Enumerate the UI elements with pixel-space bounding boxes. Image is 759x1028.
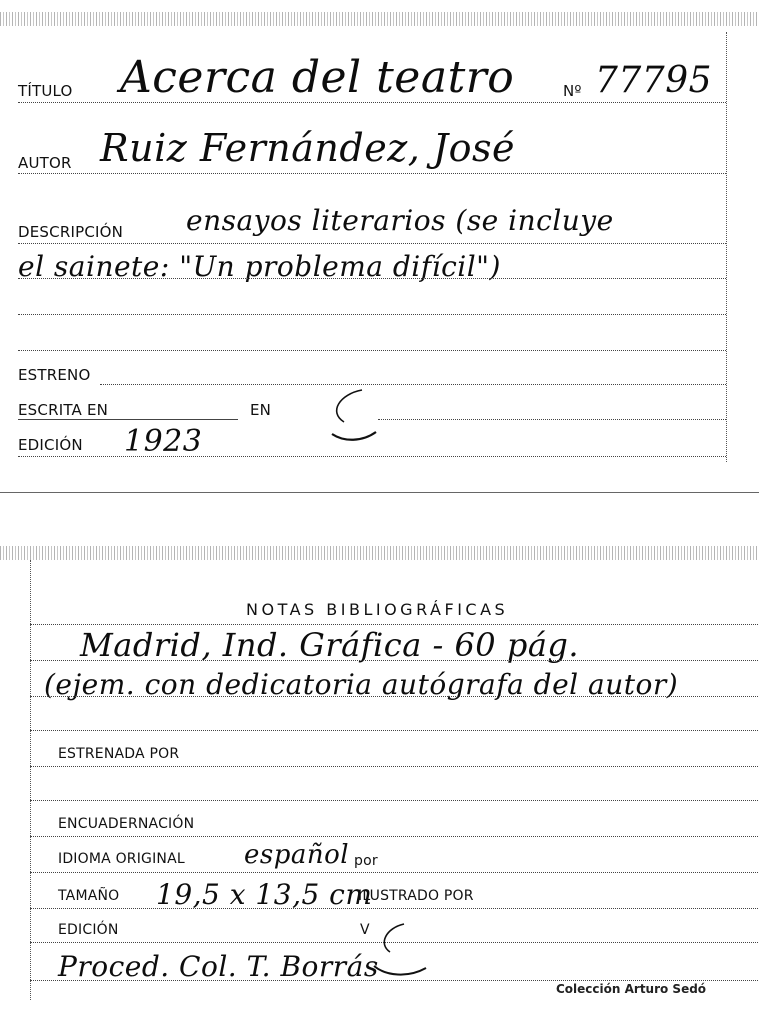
autor-value: Ruiz Fernández, José [100, 126, 515, 170]
card-right-border [726, 32, 727, 462]
en-label: EN [250, 401, 272, 419]
numero-label: Nº [563, 82, 582, 100]
notas-bibliograficas-title: NOTAS BIBLIOGRÁFICAS [246, 600, 509, 619]
coleccion-credit: Colección Arturo Sedó [556, 982, 707, 996]
idioma-original-value: español [244, 840, 350, 870]
rule-descripcion-2 [18, 278, 726, 279]
encuadernacion-label: ENCUADERNACIÓN [58, 816, 195, 832]
catalog-card-bottom [0, 560, 759, 1028]
v-label: V [360, 922, 370, 938]
titulo-label: TÍTULO [18, 82, 73, 100]
autor-label: AUTOR [18, 154, 72, 172]
rule-notas-3 [30, 730, 758, 731]
rule-procedencia [30, 980, 758, 981]
rule-descripcion-3 [18, 314, 726, 315]
card-separator [0, 492, 759, 493]
ilustrado-por-label: ILUSTRADO POR [358, 888, 474, 904]
descripcion-label: DESCRIPCIÓN [18, 223, 124, 241]
rule-notas-1 [30, 660, 758, 661]
rule-escrita-en [18, 419, 238, 420]
estrenada-por-label: ESTRENADA POR [58, 746, 180, 762]
rule-estreno [100, 384, 726, 385]
titulo-value: Acerca del teatro [120, 52, 515, 103]
rule-idioma [30, 872, 758, 873]
rule-blank [30, 800, 758, 801]
tamano-value: 19,5 x 13,5 cm [156, 878, 373, 911]
numero-value: 77795 [595, 60, 713, 101]
notas-line2: (ejem. con dedicatoria autógrafa del autor) [44, 668, 679, 701]
por-label: por [354, 853, 378, 869]
scan-noise-bottom [0, 546, 759, 560]
rule-descripcion-1 [18, 243, 726, 244]
rule-descripcion-4 [18, 350, 726, 351]
rule-edicion [18, 456, 726, 457]
descripcion-line1: ensayos literarios (se incluye [186, 204, 614, 237]
escrita-en-label: ESCRITA EN [18, 401, 109, 419]
card-left-border [30, 560, 31, 1000]
rule-notas-2 [30, 696, 758, 697]
edicion-label: EDICIÓN [18, 436, 83, 454]
estreno-label: ESTRENO [18, 366, 91, 384]
rule-titulo [18, 102, 726, 103]
idioma-original-label: IDIOMA ORIGINAL [58, 851, 185, 867]
tamano-label: TAMAÑO [58, 888, 120, 904]
descripcion-line2: el sainete: "Un problema difícil") [18, 250, 501, 283]
rule-notas-0 [30, 624, 758, 625]
procedencia-value: Proced. Col. T. Borrás [58, 950, 379, 983]
rule-estrenada [30, 766, 758, 767]
edicion-label-bottom: EDICIÓN [58, 922, 119, 938]
rule-tamano [30, 908, 758, 909]
punch-hole-mark-top [318, 384, 388, 448]
notas-line1: Madrid, Ind. Gráfica - 60 pág. [80, 626, 580, 664]
rule-en [378, 419, 726, 420]
catalog-card-top [0, 0, 759, 492]
rule-autor [18, 173, 726, 174]
edicion-value: 1923 [124, 424, 203, 459]
rule-encuadernacion [30, 836, 758, 837]
